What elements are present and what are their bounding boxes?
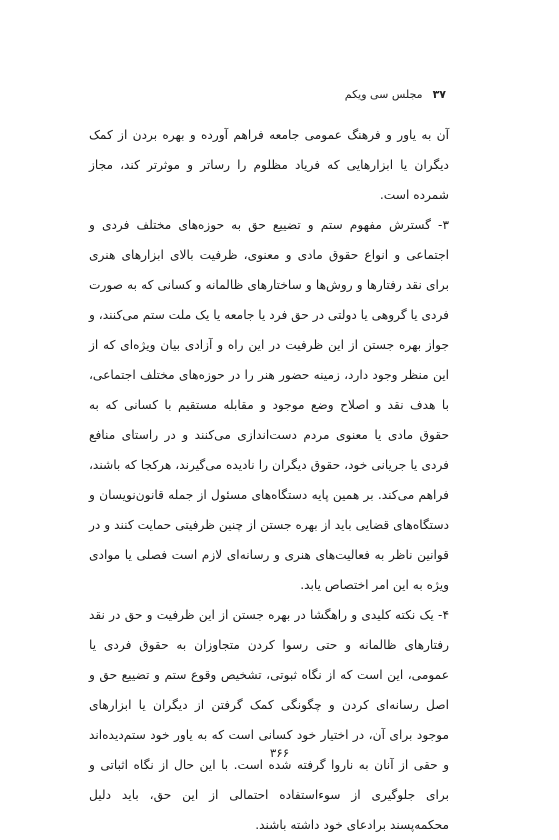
page-number: ۳۶۶ — [269, 746, 290, 760]
running-header — [345, 88, 446, 101]
paragraph: آن به یاور و فرهنگ عمومی جامعه فراهم آورده و بهره بردن از کمک دیگران یا ابزارهایی که فریاد مظلوم را رساتر و موثرتر کند، مجاز شمرده است. — [89, 128, 449, 202]
paragraph: ۴- یک نکته کلیدی و راهگشا در بهره جستن از این ظرفیت و حق در نقد رفتارهای ظالمانه و حتی رسوا کردن متجاوزان به حقوق فردی یا عمومی، این است که از نگاه ثبوتی، تشخیص وقوع ستم و تضییع حق و اصل رسانه‌ای کردن و چگونگی کمک گرفتن از دیگران یا ابزارهای موجود برای آن، در اختیار خود کسانی است که به یاور خود ستم‌دیده‌اند و حقی از آنان به ناروا گرفته شده است. با این حال از نگاه اثباتی و برای جلوگیری از سوءاستفاده احتمالی از این حق، باید دلیل محکمه‌پسند برادعای خود داشته باشند. — [89, 608, 449, 832]
header-page-marker: ٣٧ — [432, 88, 446, 101]
paragraph: ۳- گسترش مفهوم ستم و تضییع حق به حوزه‌های مختلف فردی و اجتماعی و انواع حقوق مادی و معنوی، ظرفیت بالای ابزارهای هنری برای نقد رفتارها و روش‌ها و ساختارهای ظالمانه و کسانی که به صورت فردی یا گروهی یا دولتی در حق فرد یا جامعه یا یک ملت ستم می‌کنند، و جواز بهره جستن از این ظرفیت در این راه و آزادی بیان ویژه‌ای که از این منظر وجود دارد، زمینه حضور هنر را در حوزه‌های مختلف اجتماعی، با هدف نقد و اصلاح وضع موجود و مقابله مستقیم با کسانی که به حقوق مادی یا معنوی مردم دست‌اندازی می‌کنند و در راستای منافع فردی یا جریانی خود، حقوق دیگران را نادیده می‌گیرند، هرکجا که باشند، فراهم می‌کند. بر همین پایه دستگاه‌های مسئول از جمله قانون‌نویسان و دستگاه‌های قضایی باید از بهره جستن از چنین ظرفیتی حمایت کنند و در قوانین ناظر به فعالیت‌های هنری و رسانه‌ای لازم است فصلی یا موادی ویژه به این امر اختصاص یابد. — [89, 218, 449, 592]
body-text — [89, 120, 449, 840]
header-title: مجلس سی ‌ویکم — [344, 88, 423, 101]
